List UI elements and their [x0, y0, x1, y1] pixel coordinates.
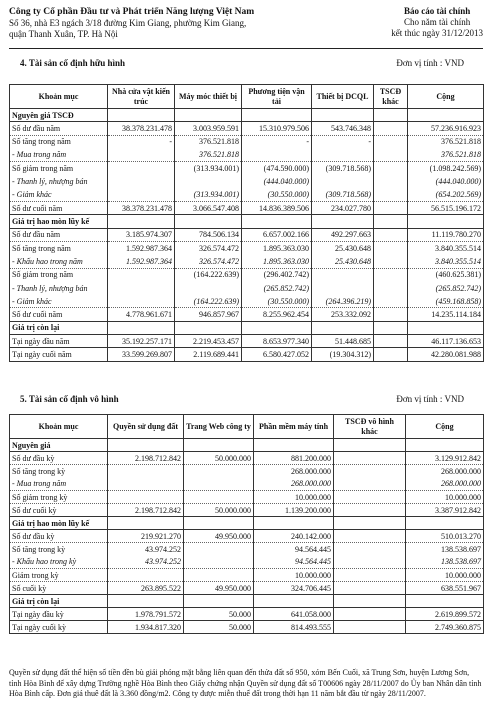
- row-label: Tại ngày cuối kỳ: [10, 621, 108, 634]
- cell-value: [108, 478, 184, 491]
- cell-value: (264.396.219): [312, 295, 374, 308]
- cell-value: [334, 621, 406, 634]
- cell-value: 376.521.818: [408, 148, 484, 161]
- cell-value: [334, 608, 406, 621]
- row-label: - Thanh lý, nhượng bán: [10, 175, 108, 188]
- column-header: TSCĐ vô hình khác: [334, 415, 406, 439]
- cell-value: [374, 255, 408, 268]
- cell-value: [334, 452, 406, 465]
- section4-title: 4. Tài sản cố định hữu hình: [20, 58, 126, 68]
- column-header: Khoản mục: [10, 85, 108, 109]
- cell-value: [175, 215, 242, 228]
- row-label: Số tăng trong kỳ: [10, 465, 108, 478]
- cell-value: 46.117.136.653: [408, 335, 484, 348]
- cell-value: 6.657.002.166: [242, 228, 312, 241]
- cell-value: 50.000.000: [184, 452, 254, 465]
- cell-value: 8.653.977.340: [242, 335, 312, 348]
- cell-value: [334, 504, 406, 517]
- cell-value: 1.895.363.030: [242, 241, 312, 254]
- row-label: - Khấu hao trong kỳ: [10, 556, 108, 569]
- cell-value: 234.027.780: [312, 202, 374, 215]
- cell-value: [175, 109, 242, 122]
- cell-value: [334, 595, 406, 608]
- cell-value: 25.430.648: [312, 255, 374, 268]
- cell-value: [108, 439, 184, 452]
- table-row: [10, 188, 484, 201]
- cell-value: (265.852.742): [408, 281, 484, 294]
- cell-value: [108, 491, 184, 504]
- table-group-row: [10, 109, 484, 122]
- cell-value: 3.129.912.842: [406, 452, 484, 465]
- column-header: Phương tiện vận tải: [242, 85, 312, 109]
- table-group-row: [10, 439, 484, 452]
- cell-value: [406, 595, 484, 608]
- cell-value: 2.619.899.572: [406, 608, 484, 621]
- table-row: [10, 608, 484, 621]
- row-label: Số tăng trong năm: [10, 241, 108, 254]
- table-row: [10, 281, 484, 294]
- cell-value: [108, 281, 175, 294]
- intangible-assets-table: [9, 414, 484, 634]
- table-row: [10, 621, 484, 634]
- table-row: [10, 122, 484, 135]
- cell-value: 2.749.360.875: [406, 621, 484, 634]
- table-row: [10, 504, 484, 517]
- cell-value: 3.840.355.514: [408, 255, 484, 268]
- table-row: [10, 543, 484, 556]
- cell-value: 638.551.967: [406, 582, 484, 595]
- row-label: Giá trị hao mòn lũy kế: [10, 215, 108, 228]
- cell-value: [374, 308, 408, 321]
- cell-value: 3.185.974.307: [108, 228, 175, 241]
- cell-value: [334, 556, 406, 569]
- cell-value: 268.000.000: [254, 465, 334, 478]
- cell-value: 2.219.453.457: [175, 335, 242, 348]
- row-label: Số dư đầu kỳ: [10, 452, 108, 465]
- cell-value: 50.000: [184, 608, 254, 621]
- cell-value: 1.934.817.320: [108, 621, 184, 634]
- header-divider: [9, 48, 483, 49]
- table-row: [10, 335, 484, 348]
- cell-value: [374, 335, 408, 348]
- cell-value: [175, 175, 242, 188]
- cell-value: [242, 215, 312, 228]
- cell-value: [254, 439, 334, 452]
- cell-value: (30.550.000): [242, 188, 312, 201]
- table-row: [10, 202, 484, 215]
- cell-value: [184, 569, 254, 582]
- table-row: [10, 465, 484, 478]
- cell-value: [406, 517, 484, 530]
- cell-value: (309.718.568): [312, 188, 374, 201]
- cell-value: 253.332.092: [312, 308, 374, 321]
- cell-value: [334, 478, 406, 491]
- cell-value: 11.119.780.270: [408, 228, 484, 241]
- cell-value: [184, 478, 254, 491]
- table-row: [10, 255, 484, 268]
- cell-value: 35.192.257.171: [108, 335, 175, 348]
- cell-value: [254, 517, 334, 530]
- cell-value: 2.198.712.842: [108, 452, 184, 465]
- cell-value: [175, 281, 242, 294]
- cell-value: 10.000.000: [406, 491, 484, 504]
- cell-value: [184, 439, 254, 452]
- cell-value: 1.978.791.572: [108, 608, 184, 621]
- table-row: [10, 268, 484, 281]
- cell-value: [184, 517, 254, 530]
- cell-value: (1.098.242.569): [408, 162, 484, 175]
- cell-value: 10.000.000: [406, 569, 484, 582]
- cell-value: [374, 175, 408, 188]
- cell-value: 376.521.818: [408, 135, 484, 148]
- company-block: [9, 6, 254, 40]
- cell-value: [108, 268, 175, 281]
- cell-value: [374, 228, 408, 241]
- cell-value: [108, 569, 184, 582]
- cell-value: [374, 215, 408, 228]
- section4-unit: Đơn vị tính : VND: [396, 58, 464, 68]
- column-header: TSCĐ khác: [374, 85, 408, 109]
- cell-value: 3.003.959.591: [175, 122, 242, 135]
- cell-value: [184, 465, 254, 478]
- cell-value: 138.538.697: [406, 556, 484, 569]
- column-header: Phần mềm máy tính: [254, 415, 334, 439]
- table-row: [10, 530, 484, 543]
- table-row: [10, 491, 484, 504]
- cell-value: 42.280.081.988: [408, 348, 484, 361]
- report-header: [9, 6, 483, 46]
- cell-value: [254, 595, 334, 608]
- cell-value: [374, 348, 408, 361]
- cell-value: 814.493.555: [254, 621, 334, 634]
- row-label: Số dư đầu năm: [10, 122, 108, 135]
- cell-value: (164.222.639): [175, 268, 242, 281]
- cell-value: [108, 595, 184, 608]
- column-header: Thiết bị DCQL: [312, 85, 374, 109]
- cell-value: 49.950.000: [184, 530, 254, 543]
- cell-value: 6.580.427.052: [242, 348, 312, 361]
- cell-value: 1.592.987.364: [108, 255, 175, 268]
- row-label: Số dư đầu năm: [10, 228, 108, 241]
- cell-value: [312, 268, 374, 281]
- cell-value: [408, 109, 484, 122]
- cell-value: 1.895.363.030: [242, 255, 312, 268]
- cell-value: [374, 202, 408, 215]
- table-row: [10, 308, 484, 321]
- cell-value: 376.521.818: [175, 135, 242, 148]
- cell-value: [374, 148, 408, 161]
- column-header: Máy móc thiết bị: [175, 85, 242, 109]
- cell-value: [108, 295, 175, 308]
- cell-value: -: [312, 135, 374, 148]
- report-title: Báo cáo tài chính: [403, 6, 471, 16]
- row-label: Số giảm trong năm: [10, 162, 108, 175]
- report-subtitle: Cho năm tài chính: [404, 17, 471, 27]
- cell-value: 57.236.916.923: [408, 122, 484, 135]
- cell-value: 15.310.979.506: [242, 122, 312, 135]
- row-label: Giảm trong kỳ: [10, 569, 108, 582]
- cell-value: 43.974.252: [108, 543, 184, 556]
- row-label: - Mua trong năm: [10, 478, 108, 491]
- cell-value: (265.852.742): [242, 281, 312, 294]
- cell-value: [108, 321, 175, 334]
- row-label: Tại ngày cuối năm: [10, 348, 108, 361]
- row-label: - Giảm khác: [10, 295, 108, 308]
- cell-value: 268.000.000: [254, 478, 334, 491]
- tangible-assets-table: [9, 84, 484, 362]
- cell-value: [312, 321, 374, 334]
- cell-value: [312, 148, 374, 161]
- row-label: Giá trị còn lại: [10, 595, 108, 608]
- row-label: Số tăng trong năm: [10, 135, 108, 148]
- cell-value: [184, 595, 254, 608]
- cell-value: 543.746.348: [312, 122, 374, 135]
- row-label: Số giảm trong năm: [10, 268, 108, 281]
- company-address-line2: quận Thanh Xuân, TP. Hà Nội: [9, 29, 118, 39]
- cell-value: [374, 295, 408, 308]
- cell-value: (313.934.001): [175, 162, 242, 175]
- row-label: Tại ngày đầu năm: [10, 335, 108, 348]
- cell-value: [374, 109, 408, 122]
- row-label: Giá trị còn lại: [10, 321, 108, 334]
- row-label: Số dư đầu kỳ: [10, 530, 108, 543]
- table-row: [10, 162, 484, 175]
- cell-value: -: [108, 135, 175, 148]
- cell-value: [374, 135, 408, 148]
- table-group-row: [10, 595, 484, 608]
- cell-value: (19.304.312): [312, 348, 374, 361]
- row-label: Nguyên giá: [10, 439, 108, 452]
- cell-value: 50.000: [184, 621, 254, 634]
- cell-value: 49.950.000: [184, 582, 254, 595]
- cell-value: (460.625.381): [408, 268, 484, 281]
- cell-value: [334, 543, 406, 556]
- cell-value: 50.000.000: [184, 504, 254, 517]
- table-header-row: [10, 85, 484, 109]
- row-label: - Mua trong năm: [10, 148, 108, 161]
- report-period: kết thúc ngày 31/12/2013: [391, 28, 483, 38]
- cell-value: [242, 148, 312, 161]
- row-label: Số cuối kỳ: [10, 582, 108, 595]
- table-row: [10, 241, 484, 254]
- cell-value: 324.706.445: [254, 582, 334, 595]
- column-header: Khoản mục: [10, 415, 108, 439]
- cell-value: 946.857.967: [175, 308, 242, 321]
- cell-value: [108, 148, 175, 161]
- cell-value: [312, 281, 374, 294]
- cell-value: 138.538.697: [406, 543, 484, 556]
- cell-value: 268.000.000: [406, 478, 484, 491]
- cell-value: 14.836.389.506: [242, 202, 312, 215]
- cell-value: [108, 465, 184, 478]
- cell-value: [374, 162, 408, 175]
- row-label: - Thanh lý, nhượng bán: [10, 281, 108, 294]
- cell-value: [312, 175, 374, 188]
- cell-value: (309.718.568): [312, 162, 374, 175]
- row-label: Tại ngày đầu kỳ: [10, 608, 108, 621]
- cell-value: [108, 162, 175, 175]
- cell-value: [408, 215, 484, 228]
- cell-value: 641.058.000: [254, 608, 334, 621]
- table-row: [10, 582, 484, 595]
- cell-value: [108, 188, 175, 201]
- table-group-row: [10, 517, 484, 530]
- cell-value: 219.921.270: [108, 530, 184, 543]
- cell-value: 3.066.547.408: [175, 202, 242, 215]
- cell-value: 2.119.689.441: [175, 348, 242, 361]
- cell-value: 25.430.648: [312, 241, 374, 254]
- cell-value: 1.592.987.364: [108, 241, 175, 254]
- cell-value: [334, 465, 406, 478]
- cell-value: (30.550.000): [242, 295, 312, 308]
- table-row: [10, 452, 484, 465]
- table-group-row: [10, 215, 484, 228]
- column-header: Cộng: [408, 85, 484, 109]
- row-label: Số tăng trong kỳ: [10, 543, 108, 556]
- cell-value: [406, 439, 484, 452]
- cell-value: 56.515.196.172: [408, 202, 484, 215]
- cell-value: 4.778.961.671: [108, 308, 175, 321]
- table-header-row: [10, 415, 484, 439]
- cell-value: 3.840.355.514: [408, 241, 484, 254]
- table-row: [10, 478, 484, 491]
- cell-value: (444.040.000): [408, 175, 484, 188]
- cell-value: 510.013.270: [406, 530, 484, 543]
- cell-value: [334, 569, 406, 582]
- cell-value: 51.448.685: [312, 335, 374, 348]
- cell-value: 376.521.818: [175, 148, 242, 161]
- cell-value: [374, 268, 408, 281]
- cell-value: [184, 543, 254, 556]
- cell-value: [334, 530, 406, 543]
- cell-value: 492.297.663: [312, 228, 374, 241]
- cell-value: 326.574.472: [175, 241, 242, 254]
- cell-value: 263.895.522: [108, 582, 184, 595]
- cell-value: -: [242, 135, 312, 148]
- table-row: [10, 228, 484, 241]
- land-use-note: Quyền sử dụng đất thể hiện số tiền đền bù giải phóng mặt bằng liên quan đến thửa đất số 950, xóm Bến Cuối, xã Trung Sơn, huyện Lương Sơn, tỉnh Hòa Bình để xây dựng Trường nghề Hòa Bình theo Giấy chứng nhận Quyền sử dụng đất số T00606 ngày 28/11/2007 do Ủy ban Nhân dân tỉnh Hòa Bình cấp. Đơn giá thuê đất là 3.360 đồng/m2. Công ty được miễn thuế đất trong thời hạn 11 năm bắt đầu từ ngày 28/11/2007.: [9, 668, 482, 698]
- cell-value: 10.000.000: [254, 569, 334, 582]
- table-row: [10, 295, 484, 308]
- cell-value: [108, 109, 175, 122]
- row-label: Giá trị hao mòn lũy kế: [10, 517, 108, 530]
- cell-value: (296.402.742): [242, 268, 312, 281]
- cell-value: (444.040.000): [242, 175, 312, 188]
- cell-value: [312, 109, 374, 122]
- cell-value: 3.387.912.842: [406, 504, 484, 517]
- cell-value: [242, 321, 312, 334]
- cell-value: [108, 175, 175, 188]
- cell-value: 1.139.200.000: [254, 504, 334, 517]
- cell-value: [175, 321, 242, 334]
- cell-value: 94.564.445: [254, 543, 334, 556]
- cell-value: [334, 439, 406, 452]
- cell-value: [374, 241, 408, 254]
- row-label: Số dư cuối năm: [10, 202, 108, 215]
- table-row: [10, 175, 484, 188]
- cell-value: 94.564.445: [254, 556, 334, 569]
- table-group-row: [10, 321, 484, 334]
- cell-value: 240.142.000: [254, 530, 334, 543]
- cell-value: [242, 109, 312, 122]
- cell-value: 268.000.000: [406, 465, 484, 478]
- cell-value: (164.222.639): [175, 295, 242, 308]
- cell-value: [408, 321, 484, 334]
- table-row: [10, 569, 484, 582]
- cell-value: 14.235.114.184: [408, 308, 484, 321]
- section5-unit: Đơn vị tính : VND: [396, 394, 464, 404]
- cell-value: [334, 582, 406, 595]
- cell-value: 38.378.231.478: [108, 202, 175, 215]
- cell-value: 2.198.712.842: [108, 504, 184, 517]
- column-header: Nhà cửa vật kiến trúc: [108, 85, 175, 109]
- cell-value: [108, 517, 184, 530]
- company-name: Công ty Cổ phần Đầu tư và Phát triển Năng lượng Việt Nam: [9, 7, 255, 17]
- table-row: [10, 148, 484, 161]
- row-label: - Khấu hao trong năm: [10, 255, 108, 268]
- row-label: Số giảm trong kỳ: [10, 491, 108, 504]
- cell-value: [312, 215, 374, 228]
- column-header: Trang Web công ty: [184, 415, 254, 439]
- cell-value: 10.000.000: [254, 491, 334, 504]
- cell-value: 784.506.134: [175, 228, 242, 241]
- row-label: Số dư cuối năm: [10, 308, 108, 321]
- cell-value: 881.200.000: [254, 452, 334, 465]
- cell-value: 43.974.252: [108, 556, 184, 569]
- column-header: Cộng: [406, 415, 484, 439]
- cell-value: [334, 491, 406, 504]
- report-info-block: [391, 6, 483, 39]
- row-label: Nguyên giá TSCĐ: [10, 109, 108, 122]
- table-row: [10, 135, 484, 148]
- cell-value: [184, 556, 254, 569]
- table-row: [10, 348, 484, 361]
- table-row: [10, 556, 484, 569]
- cell-value: (654.202.569): [408, 188, 484, 201]
- cell-value: [334, 517, 406, 530]
- cell-value: 38.378.231.478: [108, 122, 175, 135]
- cell-value: (474.590.000): [242, 162, 312, 175]
- cell-value: 8.255.962.454: [242, 308, 312, 321]
- cell-value: [184, 491, 254, 504]
- cell-value: 33.599.269.807: [108, 348, 175, 361]
- cell-value: [374, 281, 408, 294]
- cell-value: (313.934.001): [175, 188, 242, 201]
- cell-value: [374, 321, 408, 334]
- cell-value: [374, 122, 408, 135]
- column-header: Quyền sử dụng đất: [108, 415, 184, 439]
- section5-title: 5. Tài sản cố định vô hình: [20, 394, 119, 404]
- company-address-line1: Số 36, nhà E3 ngách 3/18 đường Kim Giang, phường Kim Giang,: [9, 18, 247, 28]
- cell-value: [374, 188, 408, 201]
- row-label: Số dư cuối kỳ: [10, 504, 108, 517]
- cell-value: (459.168.858): [408, 295, 484, 308]
- cell-value: [108, 215, 175, 228]
- row-label: - Giảm khác: [10, 188, 108, 201]
- cell-value: 326.574.472: [175, 255, 242, 268]
